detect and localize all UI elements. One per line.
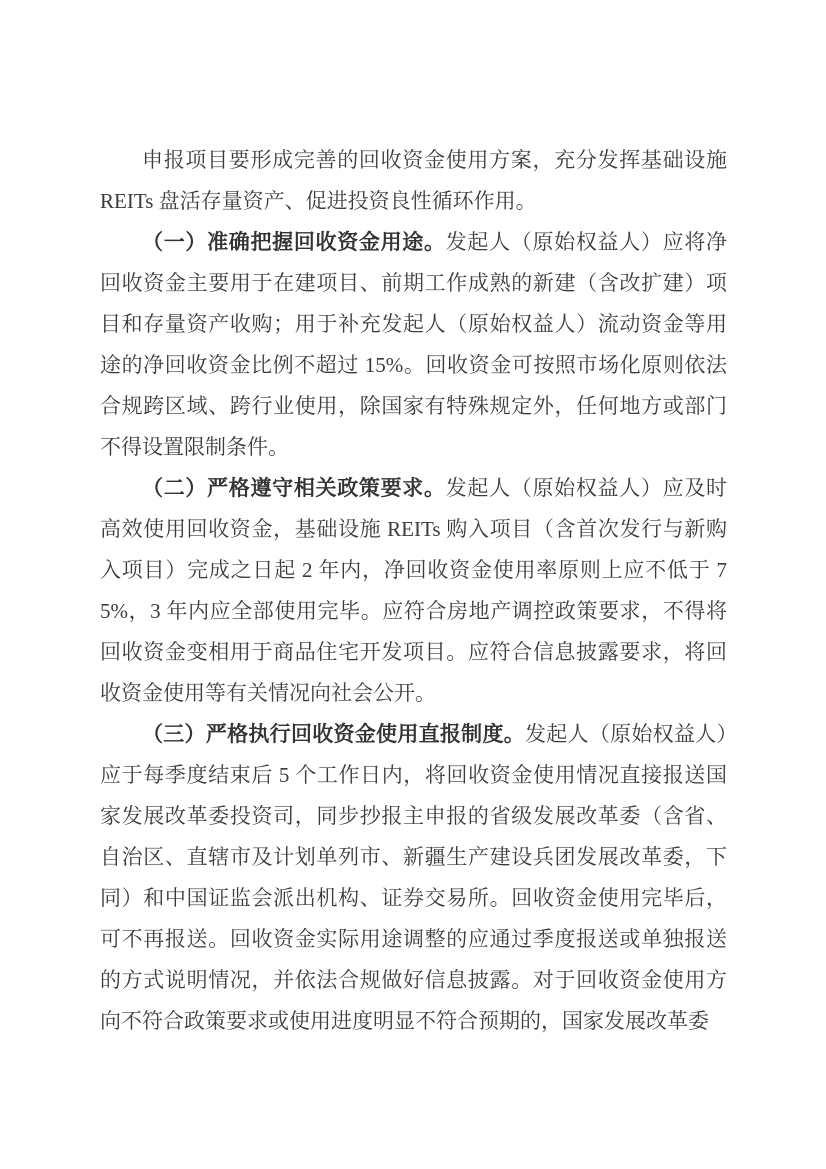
intro-paragraph	[100, 140, 727, 222]
paragraph-text: 发起人（原始权益人）应将净回收资金主要用于在建项目、前期工作成熟的新建（含改扩建）项目和存量资产收购；用于补充发起人（原始权益人）流动资金等用途的净回收资金比例不超过 15%。回收资金可按照市场化原则依法合规跨区域、跨行业使用，除国家有特殊规定外，任何地方或部门不得设置限制条件。	[100, 230, 728, 459]
paragraph-text: 发起人（原始权益人）应于每季度结束后 5 个工作日内，将回收资金使用情况直接报送国家发展改革委投资司，同步抄报主申报的省级发展改革委（含省、自治区、直辖市及计划单列市、新疆生产建设兵团发展改革委，下同）和中国证监会派出机构、证券交易所。回收资金使用完毕后，可不再报送。回收资金实际用途调整的应通过季度报送或单独报送的方式说明情况，并依法合规做好信息披露。对于回收资金使用方向不符合政策要求或使用进度明显不符合预期的，国家发展改革委	[100, 722, 727, 1033]
item-3-heading: （三）严格执行回收资金使用直报制度。	[142, 722, 525, 746]
item-3-paragraph	[100, 714, 727, 1042]
item-2-heading: （二）严格遵守相关政策要求。	[142, 476, 446, 500]
item-2-paragraph	[100, 468, 727, 714]
paragraph-text: 发起人（原始权益人）应及时高效使用回收资金，基础设施 REITs 购入项目（含首次发行与新购入项目）完成之日起 2 年内，净回收资金使用率原则上应不低于 75%，3 年内应全部使用完毕。应符合房地产调控政策要求，不得将回收资金变相用于商品住宅开发项目。应符合信息披露要求，将回收资金使用等有关情况向社会公开。	[100, 476, 728, 705]
document-body	[100, 140, 727, 1042]
item-1-paragraph	[100, 222, 727, 468]
paragraph-text: 申报项目要形成完善的回收资金使用方案，充分发挥基础设施 REITs 盘活存量资产、促进投资良性循环作用。	[100, 148, 727, 213]
item-1-heading: （一）准确把握回收资金用途。	[142, 230, 446, 254]
